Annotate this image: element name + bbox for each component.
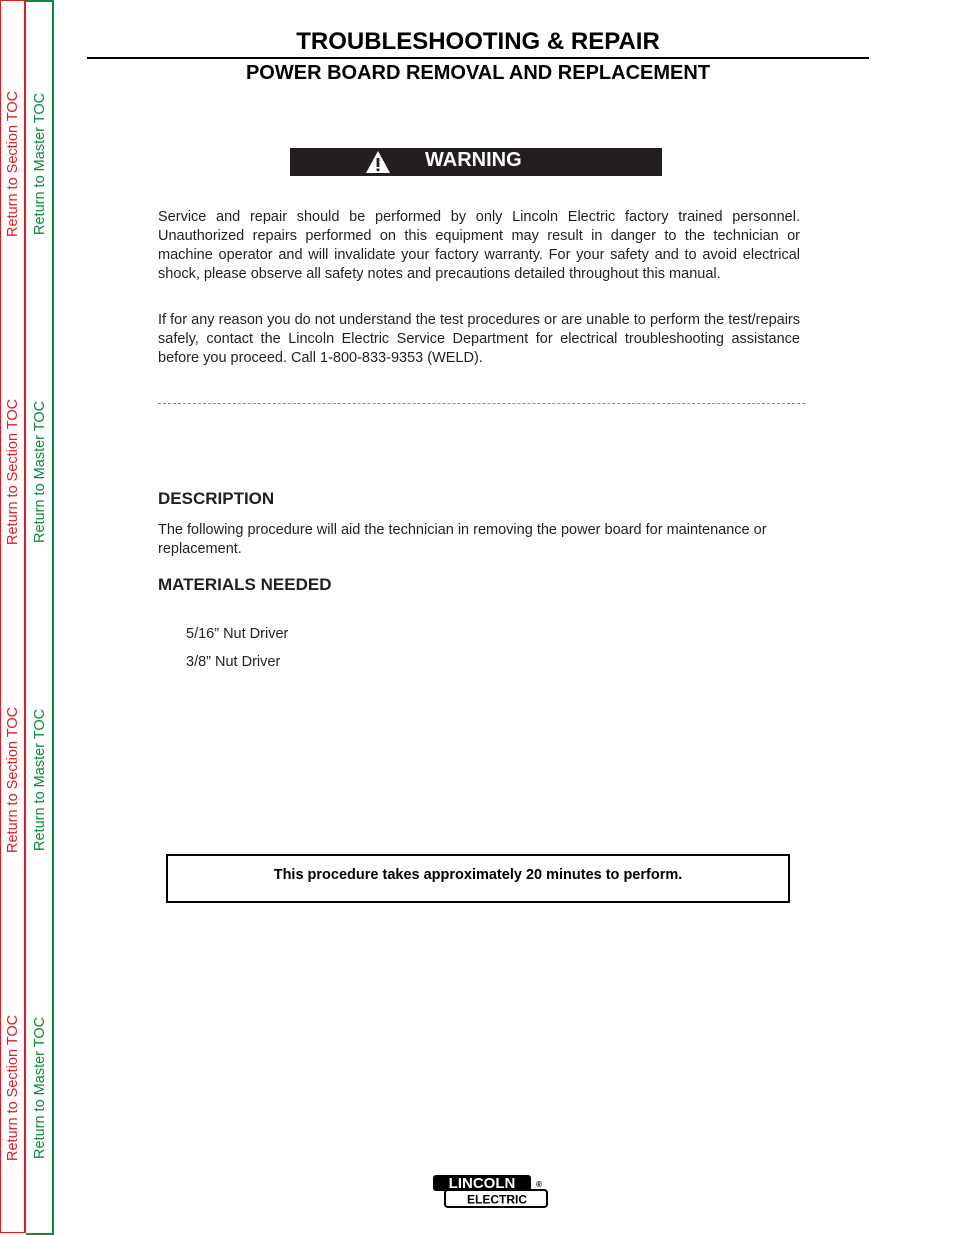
title-divider: [87, 57, 869, 59]
return-to-section-toc-link[interactable]: Return to Section TOC: [5, 706, 21, 853]
logo-bottom-text: ELECTRIC: [467, 1192, 527, 1207]
logo-top-text: LINCOLN: [448, 1175, 516, 1192]
section-divider: [158, 403, 805, 404]
material-item: 3/8” Nut Driver: [186, 654, 281, 670]
description-text: The following procedure will aid the technician in removing the power board for maintenance or replacement.: [158, 522, 767, 557]
warning-label: WARNING: [425, 149, 522, 171]
warning-triangle-icon: [365, 150, 391, 174]
return-to-section-toc-link[interactable]: Return to Section TOC: [5, 90, 21, 237]
return-to-master-toc-link[interactable]: Return to Master TOC: [32, 708, 48, 851]
material-item: 5/16” Nut Driver: [186, 626, 289, 642]
return-to-master-toc-link[interactable]: Return to Master TOC: [32, 1016, 48, 1159]
warning-paragraph: Service and repair should be performed by only Lincoln Electric factory trained personnel. Unauthorized repairs performed on this equipment may result in danger to the technician or machine operator and will invalidate your factory warranty. For your safety and to avoid electrical shock, please observe all safety notes and precautions detailed throughout this manual.: [158, 209, 800, 282]
lincoln-electric-logo: [431, 1173, 549, 1209]
procedure-time-box: [166, 854, 790, 903]
page-subtitle: POWER BOARD REMOVAL AND REPLACEMENT: [245, 62, 711, 84]
warning-banner: [290, 148, 662, 176]
description-heading: DESCRIPTION: [158, 489, 275, 508]
procedure-time-text: This procedure takes approximately 20 minutes to perform.: [273, 867, 683, 883]
page-title: TROUBLESHOOTING & REPAIR: [296, 28, 660, 55]
registered-mark: ®: [536, 1180, 542, 1189]
warning-paragraph: If for any reason you do not understand the test procedures or are unable to perform the test/repairs safely, contact the Lincoln Electric Service Department for electrical troubleshooting assistance before you proceed. Call 1-800-833-9353 (WELD).: [158, 312, 800, 366]
return-to-master-toc-link[interactable]: Return to Master TOC: [32, 400, 48, 543]
return-to-section-toc-link[interactable]: Return to Section TOC: [5, 1014, 21, 1161]
return-to-master-toc-link[interactable]: Return to Master TOC: [32, 92, 48, 235]
return-to-section-toc-link[interactable]: Return to Section TOC: [5, 398, 21, 545]
materials-heading: MATERIALS NEEDED: [158, 575, 332, 594]
